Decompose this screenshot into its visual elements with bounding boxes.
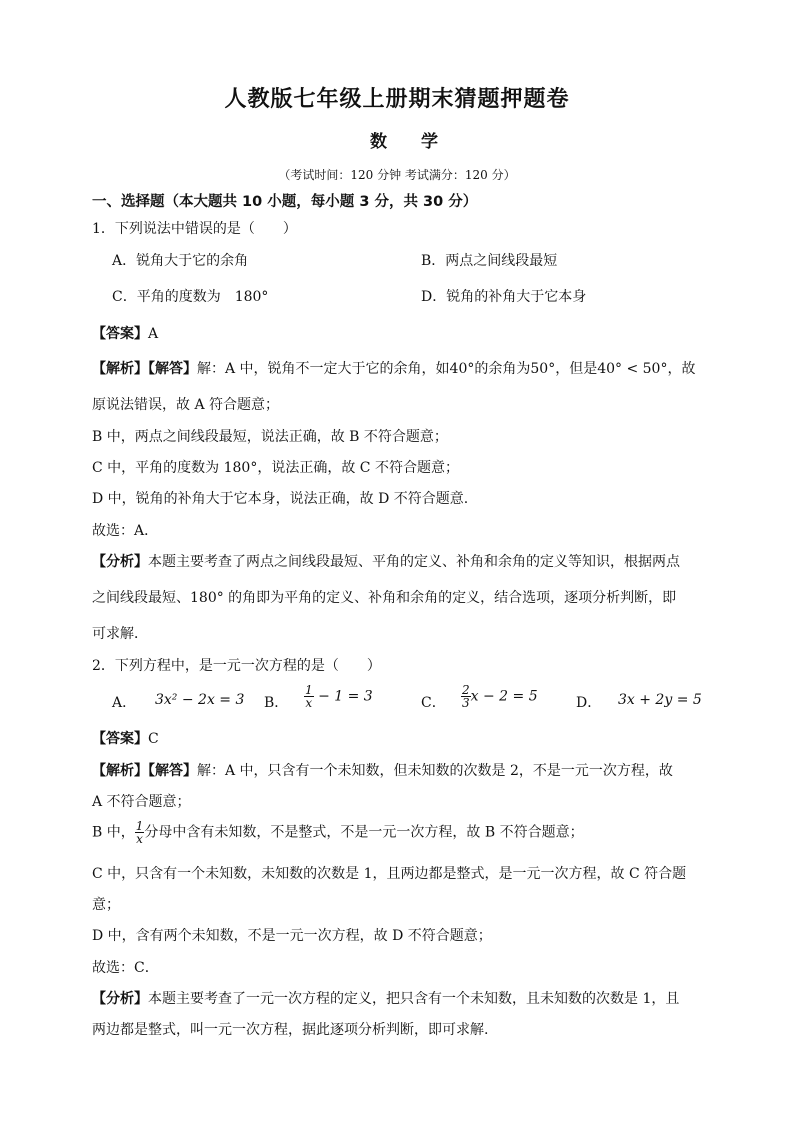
- fraction: [304, 684, 314, 709]
- q1-choice: 故选：A．: [92, 523, 159, 539]
- q1-review-line-3: 可求解．: [92, 626, 148, 642]
- analysis-tag: 【解析】【解答】: [92, 361, 197, 377]
- q1-review-line-1: [92, 551, 680, 571]
- q2-analysis-text: 解：A 中，只含有一个未知数，但未知数的次数是 2，不是一元一次方程，故: [197, 763, 673, 779]
- paper-title: 人教版七年级上册期末猜题押题卷: [224, 87, 570, 112]
- q1-analysis-text: 解：A 中，锐角不一定大于它的余角，如40°的余角为50°，但是40° < 50°，故: [197, 361, 696, 377]
- q1-analysis-line-3: B 中，两点之间线段最短，说法正确，故 B 不符合题意；: [92, 429, 448, 445]
- fraction-denominator: x: [305, 696, 313, 710]
- q1-option-c: C．平角的度数为 180°: [112, 289, 269, 305]
- fraction: [461, 684, 471, 709]
- q2-option-d-expr: 3x + 2y = 5: [618, 692, 702, 708]
- review-tag: 【分析】: [92, 554, 148, 570]
- q2-analysis-line-2: A 不符合题意；: [92, 794, 191, 810]
- q2-option-a-label: A．: [112, 695, 137, 711]
- q1-option-a: A．锐角大于它的余角: [112, 253, 249, 269]
- q1-answer: A: [148, 326, 159, 342]
- q2-review-line-2: 两边都是整式，叫一元一次方程，据此逐项分析判断，即可求解.: [92, 1022, 489, 1038]
- fraction-numerator: 2: [462, 683, 470, 697]
- q2-option-a-expr: 3x² − 2x = 3: [155, 692, 245, 708]
- q2-option-c-label: C．: [421, 695, 446, 711]
- q2-analysis-line-3: [92, 820, 584, 845]
- expr-rest: x − 2 = 5: [470, 688, 538, 705]
- fraction-denominator: x: [136, 832, 143, 846]
- q1-answer-line: [92, 323, 158, 343]
- analysis-tag: 【解析】【解答】: [92, 763, 197, 779]
- q2-answer: C: [148, 731, 159, 747]
- exam-info: （考试时间：120 分钟 考试满分：120 分）: [278, 168, 516, 182]
- q2-analysis-line-1: [92, 760, 673, 780]
- q2-option-b-expr: [304, 684, 373, 709]
- line-prefix: B 中，: [92, 824, 135, 841]
- q2-option-b-label: B．: [264, 695, 289, 711]
- q2-analysis-line-5: 意；: [92, 897, 120, 913]
- q2-review-line-1: [92, 988, 679, 1008]
- q2-answer-line: [92, 728, 159, 748]
- q1-analysis-line-2: 原说法错误，故 A 符合题意；: [92, 397, 280, 413]
- q2-option-c-expr: [461, 684, 538, 709]
- answer-tag: 【答案】: [92, 731, 148, 747]
- q2-option-d-label: D．: [576, 695, 602, 711]
- fraction-numerator: 1: [305, 683, 313, 697]
- q1-review-text: 本题主要考查了两点之间线段最短、平角的定义、补角和余角的定义等知识，根据两点: [148, 554, 680, 570]
- q1-analysis-line-5: D 中，锐角的补角大于它本身，说法正确，故 D 不符合题意.: [92, 491, 469, 507]
- section-heading: 一、选择题（本大题共 10 小题，每小题 3 分，共 30 分）: [92, 194, 478, 210]
- fraction-numerator: 1: [135, 819, 144, 833]
- q2-stem: 2．下列方程中，是一元一次方程的是（ ）: [92, 658, 381, 674]
- q1-option-d: D．锐角的补角大于它本身: [421, 289, 587, 305]
- q1-review-line-2: 之间线段最短、180° 的角即为平角的定义、补角和余角的定义，结合选项，逐项分析判断，即: [92, 590, 677, 606]
- q1-option-b: B．两点之间线段最短: [421, 253, 558, 269]
- fraction-denominator: 3: [462, 696, 470, 710]
- expr-rest: − 1 = 3: [313, 688, 373, 705]
- q1-analysis-line-1: [92, 358, 695, 378]
- q1-stem: 1．下列说法中错误的是（ ）: [92, 221, 297, 237]
- q2-review-text: 本题主要考查了一元一次方程的定义，把只含有一个未知数，且未知数的次数是 1，且: [148, 991, 680, 1007]
- q2-analysis-line-6: D 中，含有两个未知数，不是一元一次方程，故 D 不符合题意；: [92, 928, 492, 944]
- fraction: [135, 820, 145, 845]
- q2-analysis-line-4: C 中，只含有一个未知数，未知数的次数是 1，且两边都是整式，是一元一次方程，故 C 符合题: [92, 866, 687, 882]
- q2-choice: 故选：C．: [92, 960, 159, 976]
- review-tag: 【分析】: [92, 991, 148, 1007]
- answer-tag: 【答案】: [92, 326, 148, 342]
- subject-heading: 数 学: [370, 132, 452, 152]
- line-suffix: 分母中含有未知数，不是整式，不是一元一次方程，故 B 不符合题意；: [144, 824, 584, 841]
- q1-analysis-line-4: C 中，平角的度数为 180°，说法正确，故 C 不符合题意；: [92, 460, 459, 476]
